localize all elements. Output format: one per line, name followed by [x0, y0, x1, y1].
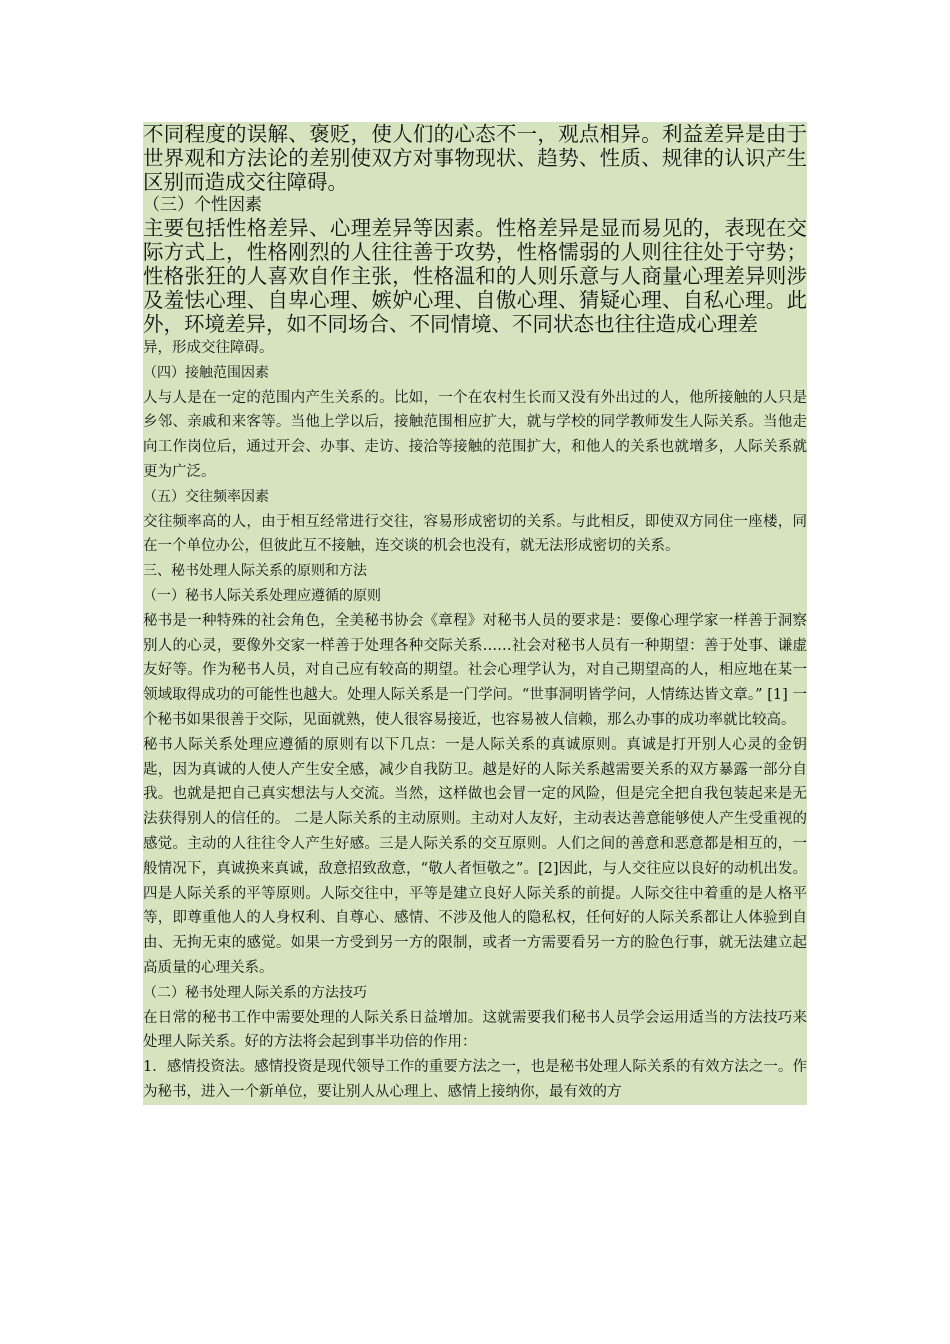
paragraph-secretary-role: 秘书是一种特殊的社会角色，全美秘书协会《章程》对秘书人员的要求是：要像心理学家一样善于洞察别人的心灵，要像外交家一样善于处理各种交际关系……社会对秘书人员有一种期望：善于处事、谦虚友好等。作为秘书人员，对自己应有较高的期望。社会心理学认为，对自己期望高的人，相应地在某一领域取得成功的可能性也越大。处理人际关系是一门学问。“世事洞明皆学问，人情练达皆文章。” [1] 一个秘书如果很善于交际，见面就熟，使人很容易接近，也容易被人信赖，那么办事的成功率就比较高。	[143, 609, 807, 733]
paragraph-emotional-investment: 1．感情投资法。感情投资是现代领导工作的重要方法之一，也是秘书处理人际关系的有效方法之一。作为秘书，进入一个新单位，要让别人从心理上、感情上接纳你，最有效的方	[143, 1055, 807, 1105]
paragraph-continuation: 异，形成交往障碍。	[143, 336, 807, 361]
heading-methods: （二）秘书处理人际关系的方法技巧	[143, 981, 807, 1006]
heading-principles: （一）秘书人际关系处理应遵循的原则	[143, 584, 807, 609]
paragraph-principles-list: 秘书人际关系处理应遵循的原则有以下几点：一是人际关系的真诚原则。真诚是打开别人心灵的金钥匙，因为真诚的人使人产生安全感，减少自我防卫。越是好的人际关系越需要关系的双方暴露一部分自我。也就是把自己真实想法与人交流。当然，这样做也会冒一定的风险，但是完全把自我包装起来是无法获得别人的信任的。 二是人际关系的主动原则。主动对人友好，主动表达善意能够使人产生受重视的感觉。主动的人往往令人产生好感。三是人际关系的交互原则。人们之间的善意和恶意都是相互的，一般情况下，真诚换来真诚，敌意招致敌意，“敬人者恒敬之”。[2]因此，与人交往应以良好的动机出发。 四是人际关系的平等原则。人际交往中，平等是建立良好人际关系的前提。人际交往中着重的是人格平等，即尊重他人的人身权利、自尊心、感情、不涉及他人的隐私权，任何好的人际关系都让人体验到自由、无拘无束的感觉。如果一方受到另一方的限制，或者一方需要看另一方的脸色行事，就无法建立起高质量的心理关系。	[143, 733, 807, 981]
document-body	[143, 122, 807, 1105]
paragraph-methods-intro: 在日常的秘书工作中需要处理的人际关系日益增加。这就需要我们秘书人员学会运用适当的方法技巧来处理人际关系。好的方法将会起到事半功倍的作用：	[143, 1006, 807, 1056]
paragraph-frequency: 交往频率高的人，由于相互经常进行交往，容易形成密切的关系。与此相反，即使双方同住一座楼，同在一个单位办公，但彼此互不接触，连交谈的机会也没有，就无法形成密切的关系。	[143, 510, 807, 560]
paragraph-contact-range: 人与人是在一定的范围内产生关系的。比如，一个在农村生长而又没有外出过的人，他所接触的人只是乡邻、亲戚和来客等。当他上学以后，接触范围相应扩大，就与学校的同学教师发生人际关系。当他走向工作岗位后，通过开会、办事、走访、接洽等接触的范围扩大，和他人的关系也就增多，人际关系就更为广泛。	[143, 386, 807, 485]
heading-frequency: （五）交往频率因素	[143, 485, 807, 510]
heading-section-three: 三、秘书处理人际关系的原则和方法	[143, 559, 807, 584]
paragraph-personality-factors: 主要包括性格差异、心理差异等因素。性格差异是显而易见的，表现在交际方式上，性格刚烈的人往往善于攻势，性格懦弱的人则往往处于守势；性格张狂的人喜欢自作主张，性格温和的人则乐意与人商量心理差异则涉及羞怯心理、自卑心理、嫉妒心理、自傲心理、猜疑心理、自私心理。此外，环境差异，如不同场合、不同情境、不同状态也往往造成心理差	[143, 216, 807, 336]
heading-contact-range: （四）接触范围因素	[143, 361, 807, 386]
heading-personality-factors: （三）个性因素	[143, 194, 807, 216]
paragraph-interest-difference: 不同程度的误解、褒贬，使人们的心态不一，观点相异。利益差异是由于世界观和方法论的差别使双方对事物现状、趋势、性质、规律的认识产生区别而造成交往障碍。	[143, 122, 807, 194]
